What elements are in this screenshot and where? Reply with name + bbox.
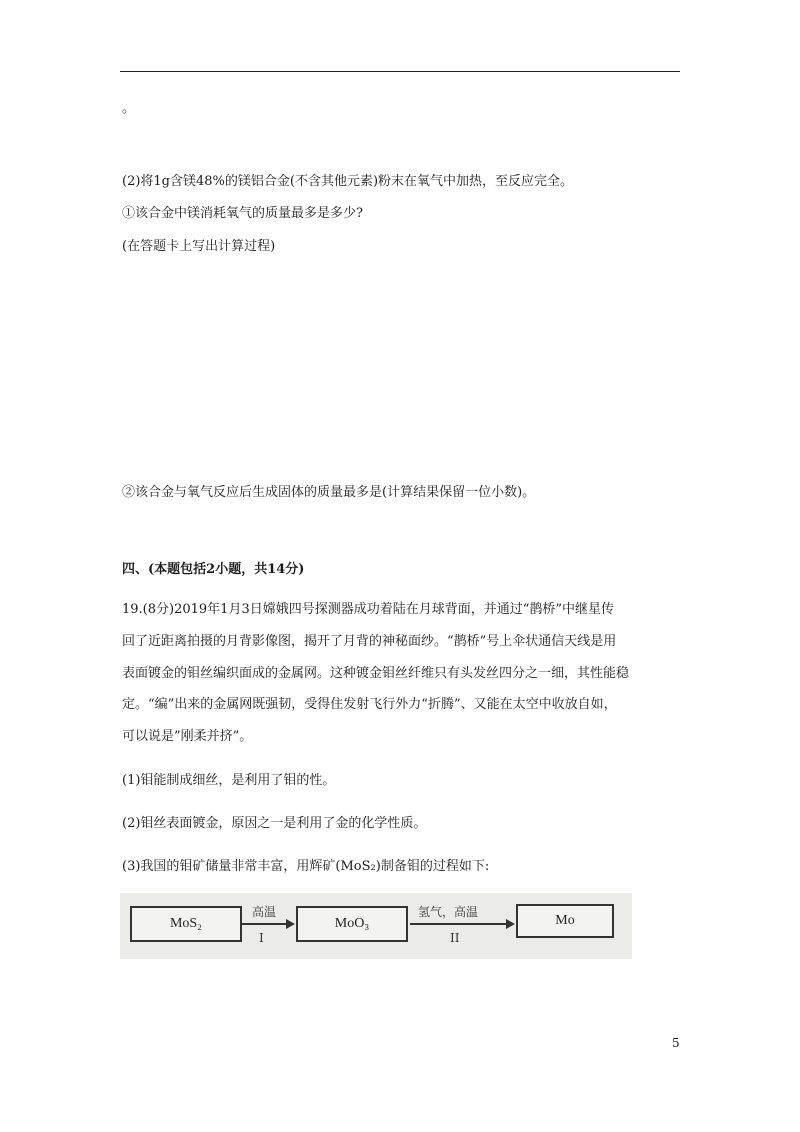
step2-arrow [410,923,506,925]
q19-part3: (3)我国的钼矿储量非常丰富，用辉矿(MoS₂)制备钼的过程如下: [122,859,490,874]
q19-line-3: 表面镀金的钼丝编织面成的金属网。这种镀金钼丝纤维只有头发丝四分之一细，其性能稳 [122,666,630,681]
q2-sub1: ①该合金中镁消耗氧气的质量最多是多少? [122,206,363,221]
q2-intro: (2)将1g含镁48%的镁铝合金(不含其他元素)粉末在氧气中加热，至反应完全。 [122,174,574,189]
step2-condition: 氢气，高温 [418,905,479,919]
page-number: 5 [672,1036,680,1050]
header-rule [120,71,680,72]
q19-line-1: 19.(8分)2019年1月3日嫦娥四号探测器成功着陆在月球背面，并通过“鹊桥”中继星传 [122,602,615,617]
process-flow-diagram [120,893,632,959]
q19-line-5: 可以说是”刚柔并挤”。 [122,729,253,744]
step1-condition: 高温 [252,905,277,919]
q19-line-4: 定。“编”出来的金属网既强韧，受得住发射飞行外力“折腾”、又能在太空中收放自如， [122,697,617,712]
q2-sub2: ②该合金与氧气反应后生成固体的质量最多是(计算结果保留一位小数)。 [122,485,536,500]
mo-box: Mo [516,904,614,938]
step1-arrowhead [286,919,295,929]
q19-part2: (2)钼丝表面镀金，原因之一是利用了金的化学性质。 [122,816,427,831]
fragment-text: 。 [122,101,136,116]
mos2-box: MoS₂ [130,906,242,942]
step1-arrow [242,923,286,925]
step1-label: I [259,931,264,945]
step2-label: II [450,931,460,945]
step2-arrowhead [506,919,515,929]
q2-note: (在答题卡上写出计算过程) [122,239,276,254]
q19-line-2: 回了近距离拍摄的月背影像图，揭开了月背的神秘面纱。“鹊桥”号上伞状通信天线是用 [122,634,617,649]
moo3-box: MoO₃ [296,906,408,942]
q19-part1: (1)钼能制成细丝，是利用了钼的性。 [122,773,336,788]
section-heading: 四、(本题包括2小题，共14分) [122,562,305,577]
